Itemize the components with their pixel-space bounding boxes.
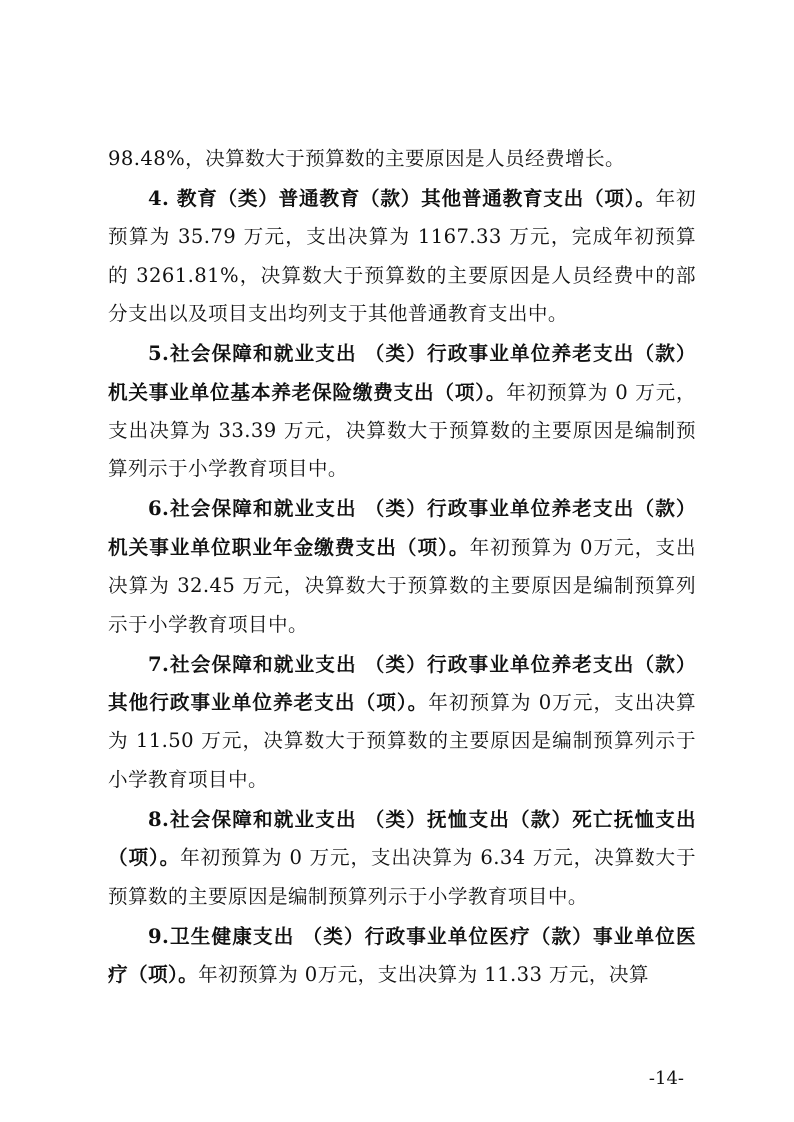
para-heading: 9.卫生健康支出 （类）行政事业单位医疗（款）事业单位医疗（项）。: [108, 924, 696, 987]
para-text: 年初预算为 35.79 万元，支出决算为 1167.33 万元，完成年初预算的 3261.81%，决算数大于预算数的主要原因是人员经费中的部分支出以及项目支出均列支于其他普通教育支出中。: [108, 187, 696, 326]
paragraph-item-7: [108, 646, 696, 800]
document-body: [108, 140, 696, 996]
paragraph-item-4: [108, 180, 696, 334]
paragraph-continuation: [108, 140, 696, 178]
paragraph-item-9: [108, 918, 696, 995]
paragraph-item-6: [108, 490, 696, 644]
paragraph-item-5: [108, 335, 696, 489]
paragraph-item-8: [108, 801, 696, 916]
para-text: 年初预算为 0 万元，支出决算为 6.34 万元，决算数大于预算数的主要原因是编制预算列示于小学教育项目中。: [108, 846, 696, 908]
para-heading: 4. 教育（类）普通教育（款）其他普通教育支出（项）。: [148, 187, 656, 210]
para-text: 年初预算为 0万元，支出决算为 11.50 万元，决算数大于预算数的主要原因是编制预算列示于小学教育项目中。: [108, 691, 696, 791]
page-number: -14-: [648, 1068, 684, 1089]
para-heading: 6.社会保障和就业支出 （类）行政事业单位养老支出（款）机关事业单位职业年金缴费支出（项）。: [108, 497, 696, 559]
para-text: 年初预算为 0万元，支出决算为 11.33 万元，决算: [198, 963, 649, 987]
para-heading: 7.社会保障和就业支出 （类）行政事业单位养老支出（款）其他行政事业单位养老支出（项）。: [108, 652, 696, 715]
para-heading: 8.社会保障和就业支出 （类）抚恤支出（款）死亡抚恤支出（项）。: [108, 807, 696, 870]
para-text: 年初预算为 0 万元，支出决算为 33.39 万元，决算数大于预算数的主要原因是编制预算列示于小学教育项目中。: [108, 380, 696, 481]
para-heading: 5.社会保障和就业支出 （类）行政事业单位养老支出（款）机关事业单位基本养老保险缴费支出（项）。: [108, 342, 696, 404]
para-text: 年初预算为 0万元，支出决算为 32.45 万元，决算数大于预算数的主要原因是编制预算列示于小学教育项目中。: [108, 535, 696, 636]
para-text: 98.48%，决算数大于预算数的主要原因是人员经费增长。: [108, 147, 625, 170]
